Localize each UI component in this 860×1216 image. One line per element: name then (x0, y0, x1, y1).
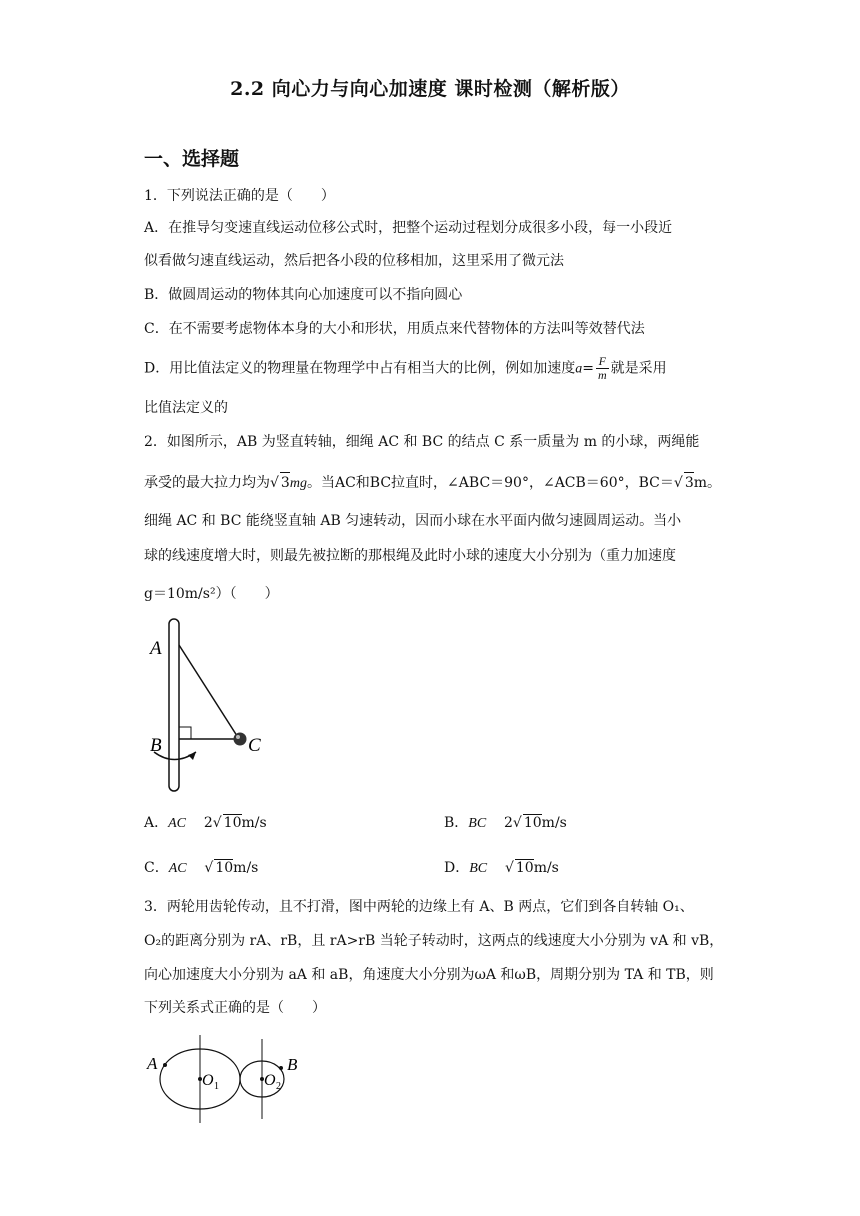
page-title: 2.2 向心力与向心加速度 课时检测（解析版） (230, 78, 630, 100)
sqrt-radicand: 3 (280, 472, 290, 493)
sqrt-radicand: 10 (515, 860, 534, 876)
q2-line4: 球的线速度增大时，则最先被拉断的那根绳及此时小球的速度大小分别为（重力加速度 (144, 548, 676, 564)
option-coef: 2 (504, 815, 513, 831)
q3-line3: 向心加速度大小分别为 aA 和 aB，角速度大小分别为ωA 和ωB，周期分别为 TA 和 TB，则 (144, 967, 714, 983)
q3-line1: 3．两轮用齿轮传动，且不打滑，图中两轮的边缘上有 A、B 两点，它们到各自转轴 O₁、 (144, 899, 694, 915)
option-unit: m/s (241, 815, 267, 831)
option-unit: m/s (533, 860, 559, 876)
sqrt-radicand: 10 (523, 815, 542, 831)
ball (234, 733, 247, 746)
q1-stem: 1．下列说法正确的是（ ） (144, 188, 335, 204)
sqrt-symbol: √ 3 (270, 475, 290, 491)
q3-line4: 下列关系式正确的是（ ） (144, 1000, 326, 1016)
option-label: D． (444, 860, 470, 876)
q2-option-d: D．BC √ 10m/s (444, 860, 559, 876)
label-a: A (147, 1054, 158, 1073)
label-o2: O (264, 1072, 276, 1089)
option-label: A． (144, 815, 169, 831)
point-a (163, 1063, 167, 1067)
right-angle-mark (179, 727, 191, 739)
q1-option-b: B．做圆周运动的物体其向心加速度可以不指向圆心 (144, 287, 463, 303)
section-heading: 一、选择题 (144, 148, 240, 170)
option-rope: BC (468, 816, 487, 831)
option-rope: BC (469, 861, 488, 876)
q1-d-var: a (575, 361, 583, 377)
q2-figure (140, 615, 280, 795)
label-b: B (287, 1055, 298, 1074)
label-c: C (248, 735, 261, 756)
q2-line2 (144, 472, 721, 494)
sqrt-radicand: 10 (223, 815, 242, 831)
option-label: B． (444, 815, 469, 831)
point-b (279, 1066, 283, 1070)
sqrt-radicand: 3 (684, 472, 694, 493)
option-unit: m/s (233, 860, 259, 876)
q2-option-c: C．AC √ 10m/s (144, 860, 259, 876)
q2-line2-text: 承受的最大拉力均为 (144, 475, 270, 491)
q2-option-a: A．AC 2√ 10m/s (144, 815, 267, 831)
q2-line1: 2．如图所示，AB 为竖直转轴，细绳 AC 和 BC 的结点 C 系一质量为 m 的小球，两绳能 (144, 434, 700, 450)
q1-option-a-line1: A．在推导匀变速直线运动位移公式时，把整个运动过程划分成很多小段，每一小段近 (144, 220, 673, 236)
label-b: B (150, 735, 162, 756)
q1-option-d-line1 (144, 355, 667, 382)
q1-option-c: C．在不需要考虑物体本身的大小和形状，用质点来代替物体的方法叫等效替代法 (144, 321, 645, 337)
option-coef: 2 (203, 815, 213, 831)
option-unit: m/s (541, 815, 567, 831)
option-rope: AC (168, 816, 187, 831)
q1-option-d-line2: 比值法定义的 (144, 400, 228, 416)
fraction-numerator: F (596, 355, 609, 369)
rope-ac (179, 645, 239, 739)
label-a: A (150, 638, 162, 659)
q2-line2-angles: 。当AC和BC拉直时，∠ABC＝90°，∠ACB＝60°，BC＝ (306, 475, 674, 491)
fraction-denominator: m (597, 368, 607, 382)
q3-line2: O₂的距离分别为 rA、rB，且 rA>rB 当轮子转动时，这两点的线速度大小分别为 vA 和 vB， (144, 933, 724, 949)
q1-d-text: D．用比值法定义的物理量在物理学中占有相当大的比例，例如加速度 (144, 360, 576, 377)
q1-option-a-line2: 似看做匀速直线运动，然后把各小段的位移相加，这里采用了微元法 (144, 253, 564, 269)
q2-line5: g＝10m/s²）（ ） (144, 586, 279, 602)
q2-unit: m。 (693, 475, 722, 491)
sqrt-symbol: √ 3 (674, 475, 694, 491)
option-label: C． (144, 860, 169, 876)
q2-mg: mg (289, 476, 307, 491)
option-rope: AC (168, 861, 187, 876)
label-o1-sub: 1 (214, 1081, 219, 1092)
q1-d-eq: = (582, 360, 594, 377)
q3-figure (144, 1033, 314, 1125)
q1-d-fraction (596, 355, 609, 382)
q1-d-text-end: 就是采用 (610, 360, 667, 377)
vertical-shaft (169, 619, 179, 791)
q2-option-b: B．BC 2√ 10m/s (444, 815, 567, 831)
sqrt-radicand: 10 (215, 860, 234, 876)
label-o1: O (202, 1072, 214, 1089)
label-o2-sub: 2 (276, 1081, 281, 1092)
q2-line3: 细绳 AC 和 BC 能绕竖直轴 AB 匀速转动，因而小球在水平面内做匀速圆周运动。当小 (144, 513, 682, 529)
